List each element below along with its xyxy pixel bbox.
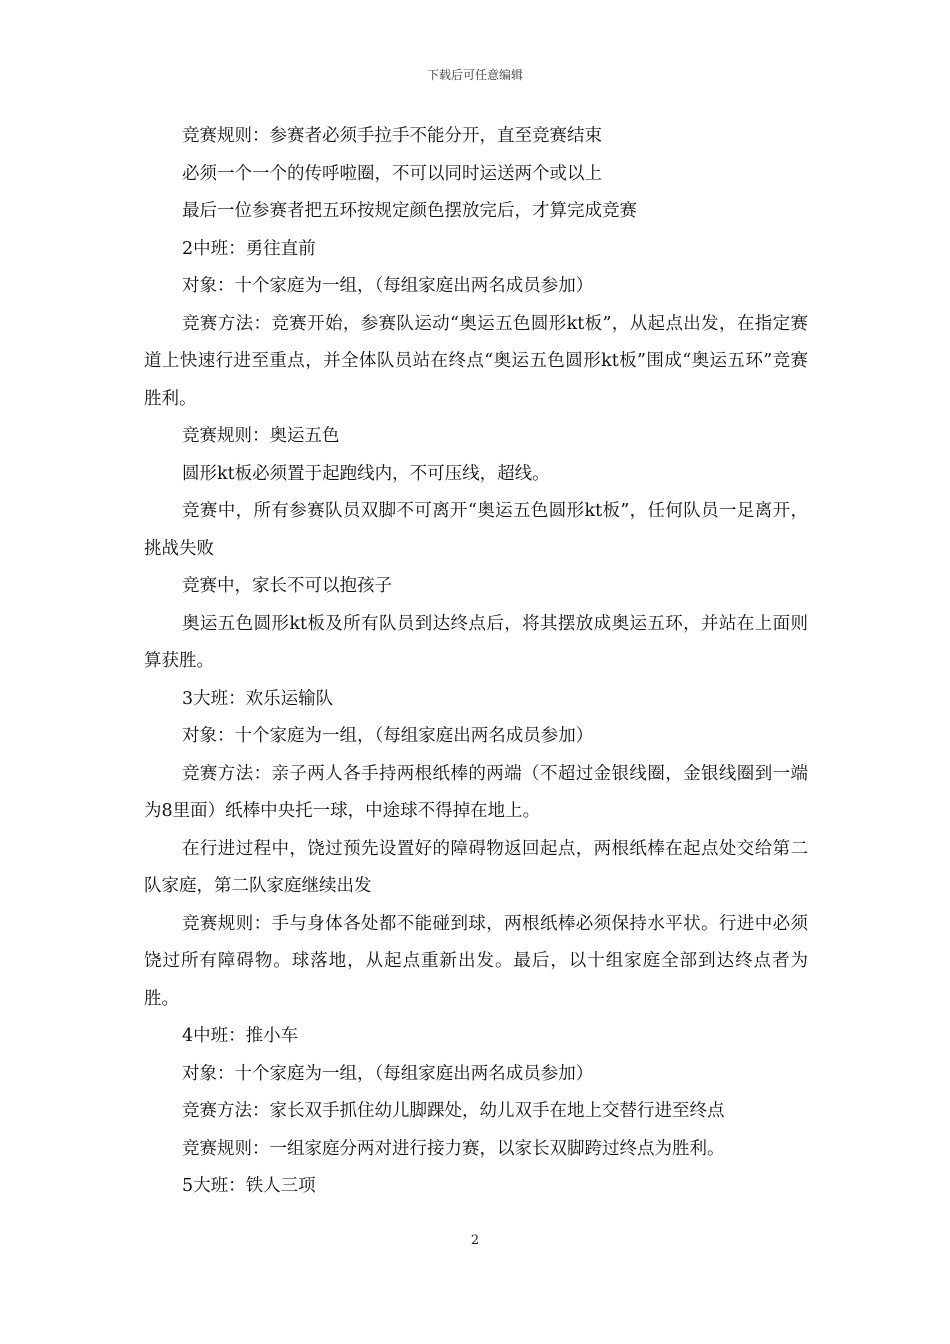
paragraph: 竞赛规则：奥运五色	[182, 426, 340, 446]
document-body	[144, 118, 808, 1206]
section-heading: 5大班：铁人三项	[182, 1176, 316, 1196]
page-header: 下载后可任意编辑	[426, 68, 523, 82]
page-number: 2	[470, 1233, 480, 1248]
paragraph: 最后一位参赛者把五环按规定颜色摆放完后，才算完成竞赛	[182, 201, 637, 221]
paragraph: 竞赛方法：竞赛开始，参赛队运动“奥运五色圆形kt板”，从起点出发，在指定赛道上快速行进至重点，并全体队员站在终点“奥运五色圆形kt板”围成“奥运五环”竞赛胜利。	[144, 313, 808, 409]
paragraph: 对象：十个家庭为一组，（每组家庭出两名成员参加）	[182, 726, 594, 746]
paragraph: 竞赛规则：参赛者必须手拉手不能分开，直至竞赛结束	[182, 126, 602, 146]
paragraph: 竞赛中，所有参赛队员双脚不可离开“奥运五色圆形kt板”，任何队员一足离开，挑战失败	[144, 501, 808, 559]
paragraph: 竞赛规则：一组家庭分两对进行接力赛，以家长双脚跨过终点为胜利。	[182, 1138, 725, 1159]
paragraph: 竞赛方法：家长双手抓住幼儿脚踝处，幼儿双手在地上交替行进至终点	[182, 1101, 725, 1121]
paragraph: 对象：十个家庭为一组，（每组家庭出两名成员参加）	[182, 276, 594, 296]
section-heading: 4中班：推小车	[182, 1026, 299, 1046]
paragraph: 对象：十个家庭为一组，（每组家庭出两名成员参加）	[182, 1063, 594, 1084]
section-heading: 3大班：欢乐运输队	[182, 688, 334, 709]
section-heading: 2中班：勇往直前	[182, 238, 316, 259]
paragraph: 必须一个一个的传呼啦圈，不可以同时运送两个或以上	[182, 163, 602, 184]
paragraph: 圆形kt板必须置于起跑线内，不可压线，超线。	[182, 463, 550, 484]
paragraph: 竞赛规则：手与身体各处都不能碰到球，两根纸棒必须保持水平状。行进中必须饶过所有障碍物。球落地，从起点重新出发。最后，以十组家庭全部到达终点者为胜。	[144, 913, 808, 1009]
paragraph: 竞赛方法：亲子两人各手持两根纸棒的两端（不超过金银线圈，金银线圈到一端为8里面）纸棒中央托一球，中途球不得掉在地上。	[144, 763, 808, 821]
paragraph: 奥运五色圆形kt板及所有队员到达终点后，将其摆放成奥运五环，并站在上面则算获胜。	[144, 613, 808, 671]
paragraph: 在行进过程中，饶过预先设置好的障碍物返回起点，两根纸棒在起点处交给第二队家庭，第二队家庭继续出发	[144, 838, 808, 896]
paragraph: 竞赛中，家长不可以抱孩子	[182, 576, 392, 596]
